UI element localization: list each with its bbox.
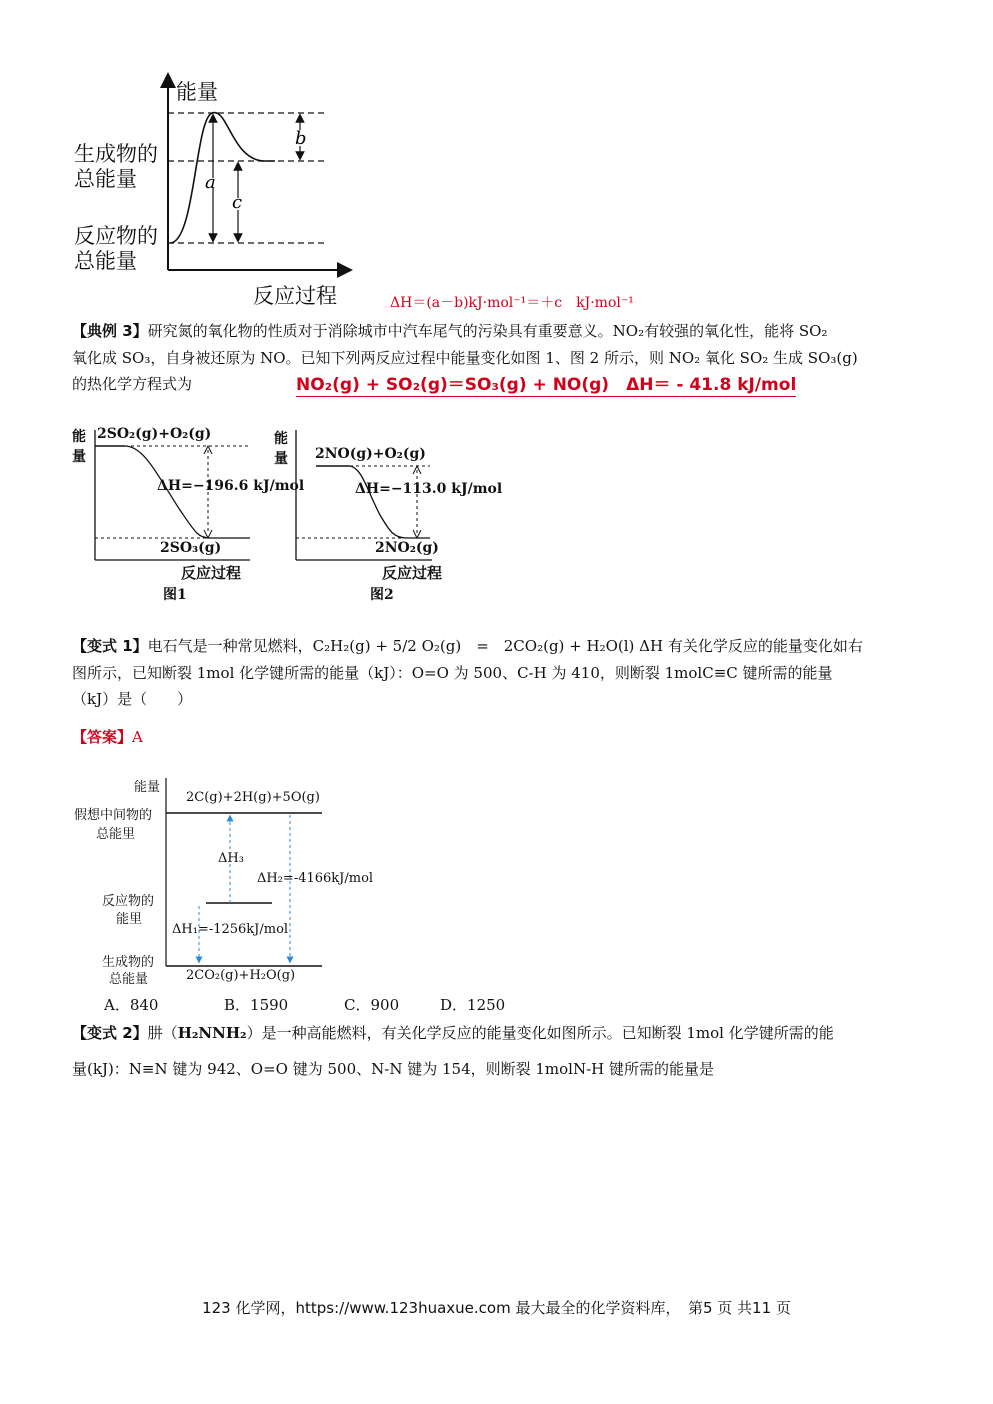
energy-curve bbox=[170, 113, 275, 243]
variant2-line1: 【变式 2】肼（H₂NNH₂）是一种高能燃料，有关化学反应的能量变化如图所示。已知断裂 1mol 化学键所需的能 bbox=[72, 1024, 834, 1042]
fig1-y-label-2: 量 bbox=[72, 449, 86, 465]
fig3-mid-label-2: 总能里 bbox=[96, 827, 136, 842]
fig3-mid-label-1: 假想中间物的 bbox=[74, 808, 153, 823]
option-b: B．1590 bbox=[224, 996, 289, 1014]
variant1-answer bbox=[72, 724, 143, 750]
fig2-y-label-1: 能 bbox=[274, 431, 288, 447]
fig1-caption: 图1 bbox=[163, 587, 187, 603]
option-c: C．900 bbox=[344, 996, 400, 1014]
fig3-reactant-label-1: 反应物的 bbox=[102, 894, 155, 909]
example3-answer: NO₂(g) + SO₂(g)＝SO₃(g) + NO(g) ΔH＝ - 41.8 kJ/mol bbox=[296, 375, 797, 395]
variant1-line2: 图所示，已知断裂 1mol 化学键所需的能量（kJ）：O=O 为 500、C-H 为 410，则断裂 1molC≡C 键所需的能量 bbox=[72, 664, 833, 682]
y-axis-label: 能量 bbox=[176, 80, 218, 104]
reactant-energy-label-2: 总能量 bbox=[74, 249, 137, 273]
example3-line3: 的热化学方程式为 bbox=[72, 375, 193, 393]
fig2-caption: 图2 bbox=[370, 587, 394, 603]
answer-options bbox=[104, 992, 560, 1018]
fig1-y-label-1: 能 bbox=[72, 429, 86, 445]
variant2-tag: 【变式 2】 bbox=[72, 1024, 148, 1042]
fig1-bottom-label: 2SO₃(g) bbox=[160, 540, 222, 556]
hydrazine-formula: H₂NNH₂ bbox=[177, 1024, 247, 1042]
reactant-energy-label-1: 反应物的 bbox=[74, 224, 158, 248]
page-footer: 123 化学网，https://www.123huaxue.com 最大最全的化学资料库， 第5 页 共11 页 bbox=[202, 1299, 791, 1317]
fig3-dh3-label: ΔH₃ bbox=[218, 851, 244, 866]
label-c: c bbox=[232, 192, 243, 213]
answer-value: A bbox=[132, 728, 143, 746]
fig3-dh1-label: ΔH₁=-1256kJ/mol bbox=[172, 922, 289, 937]
fig1-top-label: 2SO₂(g)+O₂(g) bbox=[97, 426, 212, 442]
fig2-x-label: 反应过程 bbox=[382, 564, 443, 582]
product-energy-label-2: 总能量 bbox=[74, 167, 137, 191]
fig2-dh-label: ΔH=−113.0 kJ/mol bbox=[355, 481, 503, 497]
fig3-y-label: 能量 bbox=[134, 780, 161, 795]
fig1-x-label: 反应过程 bbox=[181, 564, 242, 582]
variant2-line2: 量(kJ)：N≡N 键为 942、O=O 键为 500、N-N 键为 154，则断裂 1molN-H 键所需的能量是 bbox=[72, 1060, 715, 1078]
fig3-product-label-2: 总能量 bbox=[109, 972, 149, 987]
fig3-dh2-label: ΔH₂=-4166kJ/mol bbox=[257, 871, 374, 886]
fig2-y-label-2: 量 bbox=[274, 451, 288, 467]
example3-tag: 【典例 3】 bbox=[72, 322, 148, 340]
variant1-line3: （kJ）是（ ） bbox=[72, 690, 193, 708]
answer-tag: 【答案】 bbox=[72, 728, 133, 746]
variant1-line1: 【变式 1】电石气是一种常见燃料，C₂H₂(g) + 5/2 O₂(g) = 2CO₂(g) + H₂O(l) ΔH 有关化学反应的能量变化如右 bbox=[72, 637, 863, 655]
label-b: b bbox=[295, 128, 307, 149]
x-axis-label: 反应过程 bbox=[253, 284, 337, 308]
example3-line2: 氧化成 SO₃，自身被还原为 NO。已知下列两反应过程中能量变化如图 1、图 2 所示，则 NO₂ 氧化 SO₂ 生成 SO₃(g) bbox=[72, 349, 858, 367]
fig3-product-label-1: 生成物的 bbox=[102, 955, 155, 970]
fig3-reactant-label-2: 能里 bbox=[116, 912, 143, 927]
variant1-tag: 【变式 1】 bbox=[72, 637, 148, 655]
product-energy-label-1: 生成物的 bbox=[74, 142, 158, 166]
fig2-top-label: 2NO(g)+O₂(g) bbox=[315, 446, 426, 462]
label-a: a bbox=[205, 172, 216, 193]
fig2-bottom-label: 2NO₂(g) bbox=[375, 540, 439, 556]
example3-line1: 【典例 3】研究氮的氧化物的性质对于消除城市中汽车尾气的污染具有重要意义。NO₂有较强的氧化性，能将 SO₂ bbox=[72, 322, 828, 340]
fig3-bottom-label: 2CO₂(g)+H₂O(g) bbox=[186, 968, 296, 983]
option-a: A．840 bbox=[104, 996, 159, 1014]
fig3-top-label: 2C(g)+2H(g)+5O(g) bbox=[186, 790, 320, 805]
delta-h-note: ΔH＝(a－b)kJ·mol⁻¹＝＋c kJ·mol⁻¹ bbox=[390, 295, 634, 311]
option-d: D．1250 bbox=[440, 996, 506, 1014]
fig1-dh-label: ΔH=−196.6 kJ/mol bbox=[157, 478, 305, 494]
